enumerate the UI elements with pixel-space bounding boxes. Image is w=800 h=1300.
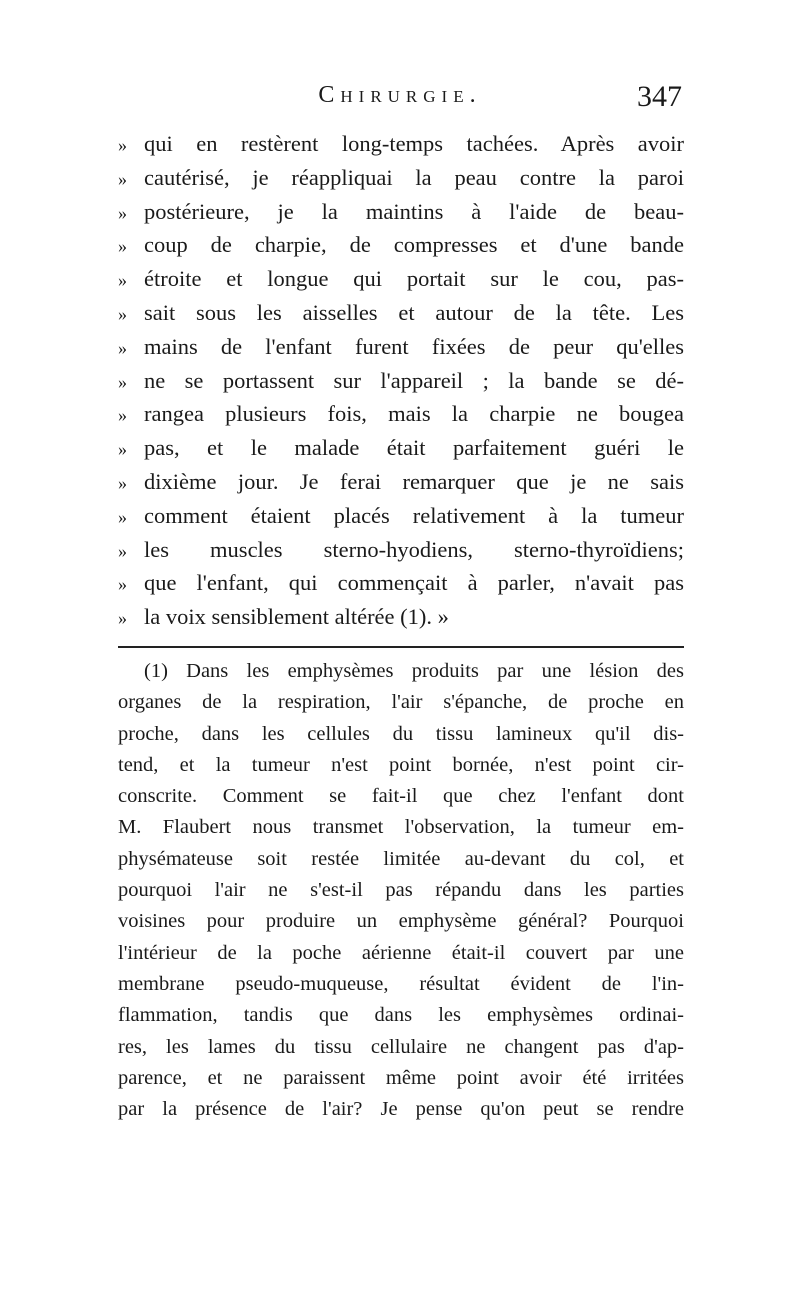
quote-line-text: qui en restèrent long-temps tachées. Après avoir <box>144 131 684 156</box>
footnote-line: l'intérieur de la poche aérienne était-il couvert par une <box>118 941 684 964</box>
quote-mark: » <box>118 405 127 426</box>
quote-mark: » <box>118 202 127 223</box>
quote-line-text: étroite et longue qui portait sur le cou, pas- <box>144 266 684 292</box>
quote-mark: » <box>118 439 127 460</box>
quote-mark: » <box>118 506 127 527</box>
footnote-line: proche, dans les cellules du tissu lamineux qu'il dis- <box>118 722 684 745</box>
quote-mark: » <box>118 303 127 324</box>
quote-line-text: ne se portassent sur l'appareil ; la bande se dé- <box>144 367 684 393</box>
footnote-line: physémateuse soit restée limitée au-devant du col, et <box>118 847 684 870</box>
quote-mark: » <box>118 472 127 493</box>
footnote-rule <box>118 646 684 648</box>
quote-mark: » <box>118 270 127 291</box>
quote-line-text: les muscles sterno-hyodiens, sterno-thyroïdiens; <box>144 536 684 562</box>
quote-line-text: que l'enfant, qui commençait à parler, n'avait pas <box>144 570 684 596</box>
quote-mark: » <box>118 608 127 629</box>
footnote-line: pourquoi l'air ne s'est-il pas répandu dans les parties <box>118 879 684 902</box>
footnote-line: tend, et la tumeur n'est point bornée, n'est point cir- <box>118 753 684 776</box>
quote-line <box>118 499 684 533</box>
quote-line <box>118 228 684 262</box>
quote-line <box>118 127 684 161</box>
running-title: Chirurgie. <box>318 82 482 108</box>
footnote-line: flammation, tandis que dans les emphysèmes ordinai- <box>118 1004 684 1027</box>
quote-line <box>118 397 684 431</box>
quote-line <box>118 330 684 364</box>
footnote-line: (1) Dans les emphysèmes produits par une lésion des <box>144 660 684 682</box>
page-number: 347 <box>637 80 682 113</box>
footnote-line: voisines pour produire un emphysème général? Pourquoi <box>118 910 684 933</box>
quote-line <box>118 296 684 330</box>
quote-line-text: sait sous les aisselles et autour de la tête. Les <box>144 299 684 325</box>
quote-line <box>118 431 684 465</box>
footnote-line: parence, et ne paraissent même point avoir été irritées <box>118 1066 684 1089</box>
running-head <box>118 82 682 122</box>
footnote-line: res, les lames du tissu cellulaire ne changent pas d'ap- <box>118 1035 684 1058</box>
quote-line-text: cautérisé, je réappliquai la peau contre la paroi <box>144 164 684 190</box>
quote-mark: » <box>118 168 127 189</box>
quote-mark: » <box>118 236 127 257</box>
quote-line-text: la voix sensiblement altérée (1). » <box>144 604 449 630</box>
quote-mark: » <box>118 371 127 392</box>
quote-mark: » <box>118 337 127 358</box>
quote-line <box>118 533 684 567</box>
quote-line-text: mains de l'enfant furent fixées de peur qu'elles <box>144 333 684 359</box>
quote-line <box>118 161 684 195</box>
quote-line <box>118 600 684 634</box>
quote-line-text: rangea plusieurs fois, mais la charpie ne bougea <box>144 401 684 427</box>
footnote-line: M. Flaubert nous transmet l'observation, la tumeur em- <box>118 816 684 839</box>
quote-line-text: dixième jour. Je ferai remarquer que je ne sais <box>144 468 684 494</box>
footnote-line: conscrite. Comment se fait-il que chez l'enfant dont <box>118 785 684 808</box>
quote-line <box>118 566 684 600</box>
quote-mark: » <box>118 135 127 155</box>
quote-line-text: pas, et le malade était parfaitement guéri le <box>144 435 684 461</box>
footnote-line: par la présence de l'air? Je pense qu'on peut se rendre <box>118 1098 684 1121</box>
quoted-passage <box>118 127 684 634</box>
footnote-line: organes de la respiration, l'air s'épanche, de proche en <box>118 691 684 714</box>
quote-line <box>118 195 684 229</box>
footnote-line: membrane pseudo-muqueuse, résultat évident de l'in- <box>118 972 684 995</box>
quote-mark: » <box>118 574 127 595</box>
quote-line-text: comment étaient placés relativement à la tumeur <box>144 502 684 528</box>
footnote <box>118 656 684 1125</box>
quote-line <box>118 364 684 398</box>
quote-line-text: coup de charpie, de compresses et d'une bande <box>144 232 684 258</box>
quote-line <box>118 262 684 296</box>
quote-line <box>118 465 684 499</box>
quote-line-text: postérieure, je la maintins à l'aide de beau- <box>144 198 684 224</box>
quote-mark: » <box>118 540 127 561</box>
